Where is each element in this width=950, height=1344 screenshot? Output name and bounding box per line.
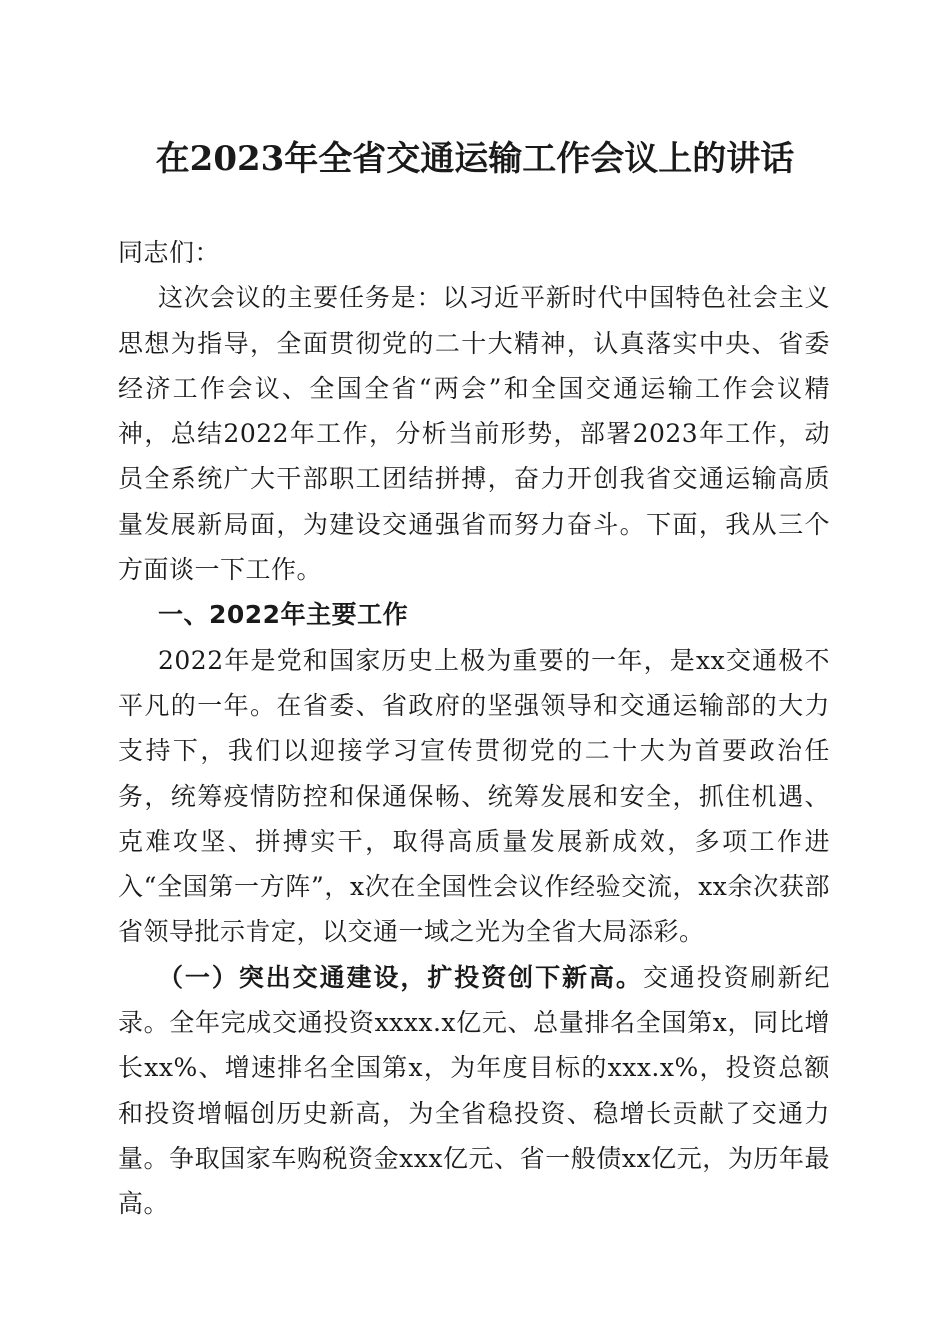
section-1-paragraph: 2022年是党和国家历史上极为重要的一年，是xx交通极不平凡的一年。在省委、省政府的坚强领导和交通运输部的大力支持下，我们以迎接学习宣传贯彻党的二十大为首要政治任务，统筹疫情防控和保通保畅、统筹发展和安全，抓住机遇、克难攻坚、拼搏实干，取得高质量发展新成效，多项工作进入“全国第一方阵”，x次在全国性会议作经验交流，xx余次获部省领导批示肯定，以交通一域之光为全省大局添彩。 [118, 645, 830, 947]
subsection-1-paragraph [118, 955, 830, 1227]
subsection-1-heading: （一）突出交通建设，扩投资创下新高。 [158, 962, 643, 992]
document-title: 在2023年全省交通运输工作会议上的讲话 [155, 139, 795, 179]
subsection-1-text: 交通投资刷新纪录。全年完成交通投资xxxx.x亿元、总量排名全国第x，同比增长xx%、增速排名全国第x，为年度目标的xxx.x%，投资总额和投资增幅创历史新高，为全省稳投资、稳增长贡献了交通力量。争取国家车购税资金xxx亿元、省一般债xx亿元，为历年最高。 [118, 962, 830, 1219]
section-heading-1: 一、2022年主要工作 [158, 600, 409, 630]
salutation: 同志们： [118, 238, 221, 267]
intro-paragraph: 这次会议的主要任务是：以习近平新时代中国特色社会主义思想为指导，全面贯彻党的二十大精神，认真落实中央、省委经济工作会议、全国全省“两会”和全国交通运输工作会议精神，总结2022年工作，分析当前形势，部署2023年工作，动员全系统广大干部职工团结拼搏，奋力开创我省交通运输高质量发展新局面，为建设交通强省而努力奋斗。下面，我从三个方面谈一下工作。 [118, 283, 830, 585]
document-body [118, 230, 830, 1227]
